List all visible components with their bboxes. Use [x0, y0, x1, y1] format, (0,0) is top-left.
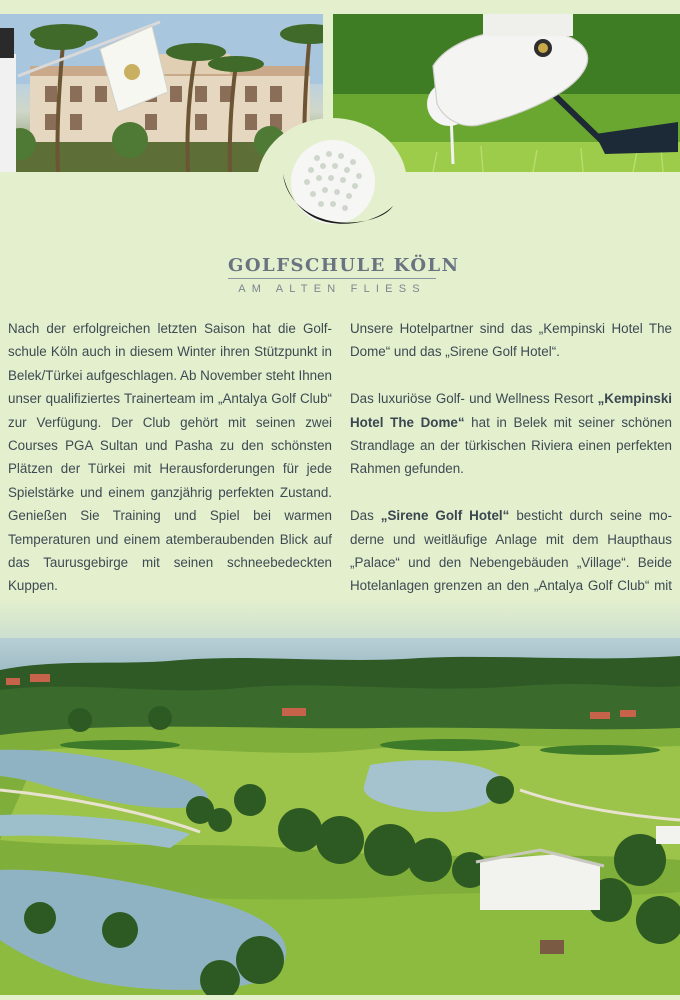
hotel-partners-paragraph: Unsere Hotelpartner sind das „Kempinski Hotel The Dome“ und das „Sirene Golf Hotel“.: [350, 321, 672, 360]
kempinski-intro: Das luxuriöse Golf- und Wellness Resort: [350, 391, 598, 407]
aerial-golf-course-landscape-illustration: [0, 600, 680, 995]
sirene-description: besticht durch seine moderne und weitläufige Anlage mit dem Haupthaus „Palace“ und den Nebengebäuden „Village“. Beide Hotelanlagen grenzen an den „Antalya Golf Club“ mit: [350, 508, 672, 594]
left-text-column: [8, 317, 332, 621]
sirene-name: „Sirene Golf Hotel“: [380, 508, 510, 524]
brand-title: GOLFSCHULE KÖLN: [228, 255, 460, 276]
sirene-intro: Das: [350, 508, 381, 524]
brand-divider: [228, 278, 436, 279]
golf-course-aerial-photo: [0, 600, 680, 995]
top-strip: [0, 0, 680, 14]
golf-ball-logo-icon: [257, 118, 407, 248]
brand-subtitle: AM ALTEN FLIESS: [238, 283, 426, 295]
logo-badge: [257, 118, 407, 248]
kempinski-description: hat in Belek mit seiner schönen Strandlage an der türkischen Riviera einen perfekten Rahmen gefunden.: [350, 414, 672, 477]
kempinski-name: „Kempinski Hotel The Dome“: [350, 391, 672, 430]
kempinski-paragraph: [350, 387, 672, 481]
intro-paragraph: Nach der erfolgreichen letzten Saison hat die Golfschule Köln auch in diesem Winter ihren Stützpunkt in Belek/Türkei aufgeschlagen. Ab November steht Ihnen unser qualifiziertes Trainerteam im „Antalya Golf Club“ zur Verfügung. Der Club gehört mit seinen zwei Courses PGA Sultan und Pasha zu den schönsten Plätzen der Türkei mit Herausforderungen für jede Spielstärke und einem ganzjährig perfekten Zustand. Genießen Sie Training und Spiel bei warmen Temperaturen und einem atemberaubenden Blick auf das Taurusgebirge mit seinen schneebedeckten Kuppen.: [8, 321, 332, 594]
